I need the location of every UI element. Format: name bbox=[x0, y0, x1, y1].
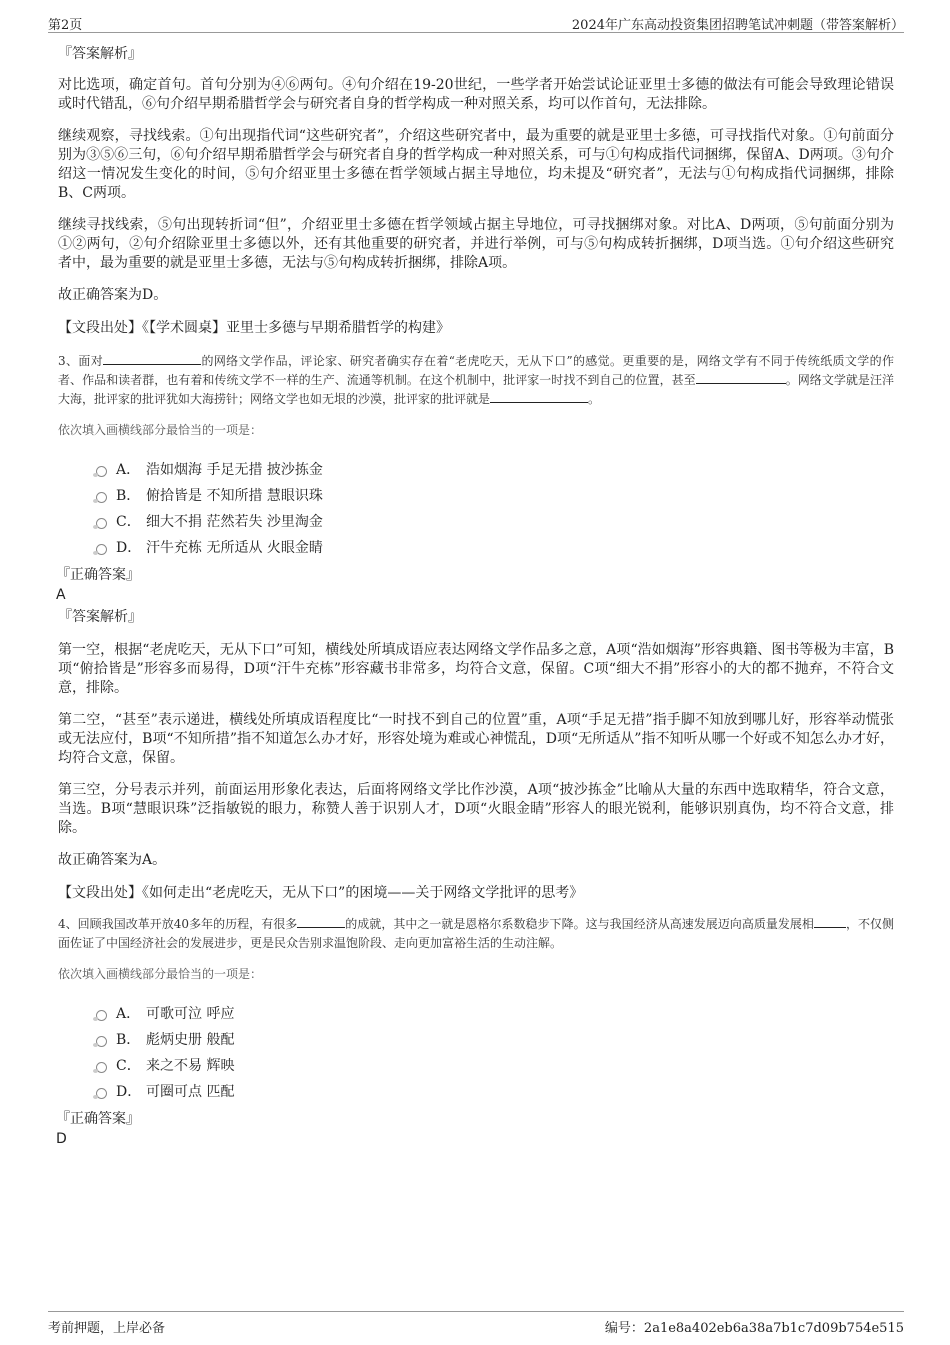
q3-conclusion: 故正确答案为A。 bbox=[58, 852, 167, 868]
radio-icon[interactable] bbox=[96, 1036, 107, 1047]
q4-option-b[interactable]: B． 彪炳史册 般配 bbox=[96, 1027, 894, 1053]
q3-text-2: 的网络文学作品，评论家、研究者确实存在着“老虎吃天，无从下口”的感觉。更重要的是，网络文学有不同于传统纸质文学的作者、作品和读者群，也有着和传统文学不一样的生产、流通等机制。在这个机制中，批评家一时找不到自己的位置，甚至 bbox=[58, 354, 894, 387]
q3-blank-2 bbox=[696, 371, 786, 384]
q4-option-a[interactable]: A． 可歌可泣 呼应 bbox=[96, 1001, 894, 1027]
q3-analysis-para-2: 第二空，“甚至”表示递进，横线处所填成语程度比“一时找不到自己的位置”重，A项“手足无措”指手脚不知放到哪儿好，形容举动慌张或无法应付，B项“不知所措”指不知道怎么办才好，形容处境为难或心神慌乱，D项“无所适从”指不知听从哪一个好或不知怎么办才好，均符合文意，保留。 bbox=[58, 712, 894, 766]
radio-icon[interactable] bbox=[96, 492, 107, 503]
radio-icon[interactable] bbox=[96, 544, 107, 555]
q3-analysis-tag: 『答案解析』 bbox=[58, 609, 142, 625]
q2-analysis-para-2: 继续观察，寻找线索。①句出现指代词“这些研究者”，介绍这些研究者中，最为重要的就是亚里士多德，可寻找指代对象。①句前面分别为③⑤⑥三句，⑥句介绍早期希腊哲学会与研究者自身的哲学构成一种对照关系，可与①句构成指代词捆绑，保留A、D两项。③句介绍这一情况发生变化的时间，⑤句介绍亚里士多德在哲学领域占据主导地位，均未提及“研究者”，无法与①句构成指代词捆绑，排除B、C两项。 bbox=[58, 128, 894, 201]
q3-option-c[interactable]: C． 细大不捐 茫然若失 沙里淘金 bbox=[96, 509, 894, 535]
q4-options bbox=[96, 1001, 894, 1105]
page-content bbox=[58, 44, 894, 1151]
q3-instruction: 依次填入画横线部分最恰当的一项是： bbox=[58, 423, 263, 437]
footer-slogan: 考前押题，上岸必备 bbox=[48, 1321, 166, 1336]
radio-icon[interactable] bbox=[96, 466, 107, 477]
q4-answer: D bbox=[56, 1131, 67, 1147]
q2-conclusion: 故正确答案为D。 bbox=[58, 287, 168, 303]
q4-text-2: 的成就，其中之一就是恩格尔系数稳步下降。这与我国经济从高速发展迈向高质量发展相 bbox=[345, 917, 814, 931]
q3-option-b[interactable]: B． 俯拾皆是 不知所措 慧眼识珠 bbox=[96, 483, 894, 509]
radio-icon[interactable] bbox=[96, 1088, 107, 1099]
document-id: 编号：2a1e8a402eb6a38a7b1c7d09b754e515 bbox=[604, 1321, 904, 1336]
q4-text-3: ，不仅侧面佐证了中国经济社会的发展进步，更是民众告别求温饱阶段、走向更加富裕生活的生动注解。 bbox=[58, 917, 894, 950]
q4-answer-tag: 『正确答案』 bbox=[56, 1111, 140, 1127]
q3-answer: A bbox=[56, 587, 66, 603]
q3-blank-1 bbox=[103, 352, 201, 365]
q4-text-1: 4、回顾我国改革开放40多年的历程，有很多 bbox=[58, 917, 298, 931]
q3-option-d[interactable]: D． 汗牛充栋 无所适从 火眼金睛 bbox=[96, 535, 894, 561]
q4-option-c[interactable]: C． 来之不易 辉映 bbox=[96, 1053, 894, 1079]
q2-analysis-para-3: 继续寻找线索，⑤句出现转折词“但”，介绍亚里士多德在哲学领域占据主导地位，可寻找捆绑对象。对比A、D两项，⑤句前面分别为①②两句，②句介绍除亚里士多德以外，还有其他重要的研究者，并进行举例，可与⑤句构成转折捆绑，D项当选。①句介绍这些研究者中，最为重要的就是亚里士多德，无法与⑤句构成转折捆绑，排除A项。 bbox=[58, 217, 894, 271]
q3-analysis-para-1: 第一空，根据“老虎吃天，无从下口”可知，横线处所填成语应表达网络文学作品多之意，A项“浩如烟海”形容典籍、图书等极为丰富，B项“俯拾皆是”形容多而易得，D项“汗牛充栋”形容藏书非常多，均符合文意，保留。C项“细大不捐”形容小的大的都不抛弃，不符合文意，排除。 bbox=[58, 642, 894, 696]
q4-blank-2 bbox=[814, 915, 846, 928]
q3-answer-tag: 『正确答案』 bbox=[56, 567, 140, 583]
page-header bbox=[48, 10, 904, 33]
q3-analysis-para-3: 第三空，分号表示并列，前面运用形象化表达，后面将网络文学比作沙漠，A项“披沙拣金”比喻从大量的东西中选取精华，符合文意，当选。B项“慧眼识珠”泛指敏锐的眼力，称赞人善于识别人才，D项“火眼金睛”形容人的眼光锐利，能够识别真伪，均不符合文意，排除。 bbox=[58, 782, 894, 836]
radio-icon[interactable] bbox=[96, 1062, 107, 1073]
radio-icon[interactable] bbox=[96, 1010, 107, 1021]
q3-text-4: 。 bbox=[588, 392, 601, 406]
q4-option-d[interactable]: D． 可圈可点 匹配 bbox=[96, 1079, 894, 1105]
q3-question bbox=[58, 352, 894, 409]
q3-text-1: 3、面对 bbox=[58, 354, 104, 368]
q2-analysis-para-1: 对比选项，确定首句。首句分别为④⑥两句。④句介绍在19-20世纪，一些学者开始尝试论证亚里士多德的做法有可能会导致理论错误或时代错乱，⑥句介绍早期希腊哲学会与研究者自身的哲学构成一种对照关系，均可以作首句，无法排除。 bbox=[58, 77, 894, 112]
q2-analysis-tag: 『答案解析』 bbox=[58, 46, 142, 62]
q4-blank-1 bbox=[297, 915, 345, 928]
q2-source: 【文段出处】《【学术圆桌】亚里士多德与早期希腊哲学的构建》 bbox=[58, 320, 450, 336]
q3-option-a[interactable]: A． 浩如烟海 手足无措 披沙拣金 bbox=[96, 457, 894, 483]
q3-blank-3 bbox=[490, 390, 588, 403]
page-footer bbox=[48, 1311, 904, 1338]
document-title: 2024年广东高动投资集团招聘笔试冲刺题（带答案解析） bbox=[571, 18, 904, 33]
q3-options bbox=[96, 457, 894, 561]
page-number: 第2页 bbox=[48, 18, 83, 33]
q3-source: 【文段出处】《如何走出“老虎吃天，无从下口”的困境——关于网络文学批评的思考》 bbox=[58, 885, 584, 901]
q3-text-3: 。网络文学就是汪洋大海，批评家的批评犹如大海捞针；网络文学也如无垠的沙漠，批评家的批评就是 bbox=[58, 373, 894, 406]
radio-icon[interactable] bbox=[96, 518, 107, 529]
q4-question bbox=[58, 915, 894, 953]
q4-instruction: 依次填入画横线部分最恰当的一项是： bbox=[58, 967, 263, 981]
